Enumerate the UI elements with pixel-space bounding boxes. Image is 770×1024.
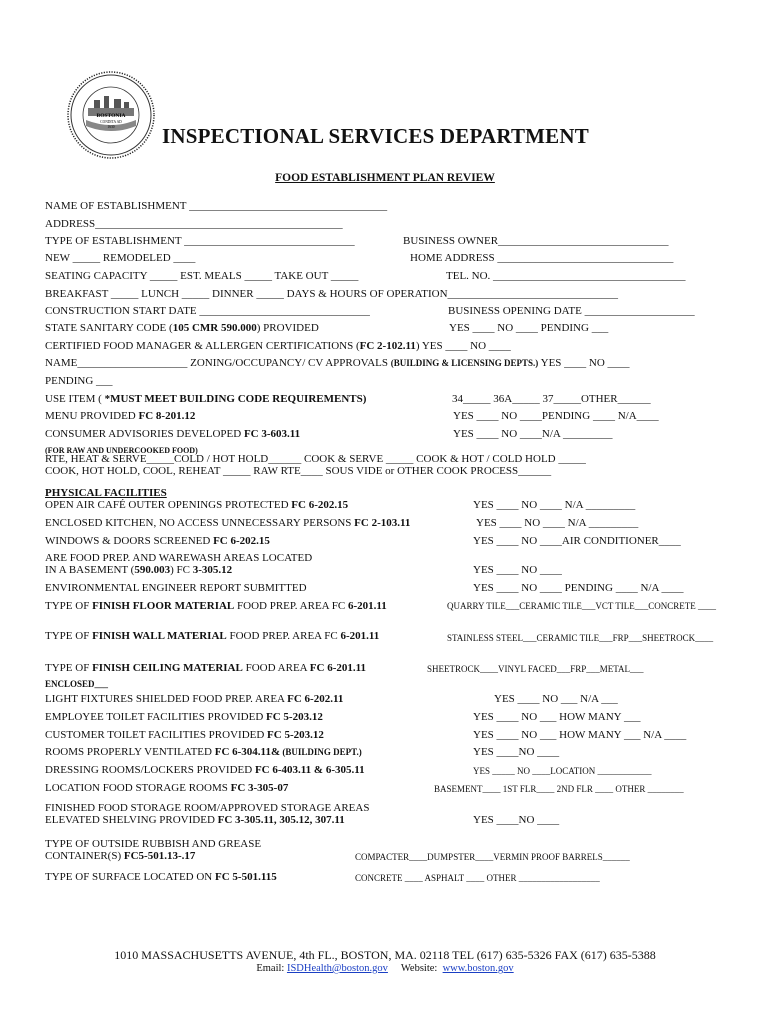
- employee-toilet-label: EMPLOYEE TOILET FACILITIES PROVIDED FC 5-203.12: [45, 711, 323, 723]
- zoning-approvals-line[interactable]: NAME____________________ ZONING/OCCUPANCY/ CV APPROVALS (BUILDING & LICENSING DEPTS.) YES ____ NO ____: [45, 357, 630, 369]
- basement-question-line-1: ARE FOOD PREP. AND WAREWASH AREAS LOCATED: [45, 552, 313, 564]
- consumer-advisories-label: CONSUMER ADVISORIES DEVELOPED FC 3-603.11: [45, 428, 301, 440]
- finish-wall-answer[interactable]: STAINLESS STEEL___CERAMIC TILE___FRP___SHEETROCK____: [447, 633, 714, 643]
- light-fixtures-label: LIGHT FIXTURES SHIELDED FOOD PREP. AREA FC 6-202.11: [45, 693, 344, 705]
- svg-text:1630: 1630: [107, 125, 115, 129]
- department-title: INSPECTIONAL SERVICES DEPARTMENT: [162, 124, 589, 148]
- name-of-establishment-field[interactable]: NAME OF ESTABLISHMENT ____________________________________: [45, 200, 388, 212]
- state-sanitary-code-label: STATE SANITARY CODE (105 CMR 590.000) PROVIDED: [45, 322, 319, 334]
- food-storage-location-label: LOCATION FOOD STORAGE ROOMS FC 3-305-07: [45, 782, 289, 794]
- surface-answer[interactable]: CONCRETE ____ ASPHALT ____ OTHER __________________: [355, 873, 600, 883]
- open-air-cafe-answer[interactable]: YES ____ NO ____ N/A _________: [473, 499, 636, 511]
- menu-provided-answer[interactable]: YES ____ NO ____PENDING ____ N/A____: [453, 410, 659, 422]
- ventilation-label: ROOMS PROPERLY VENTILATED FC 6-304.11& (BUILDING DEPT.): [45, 746, 362, 758]
- email-link[interactable]: ISDHealth@boston.gov: [286, 963, 388, 974]
- finish-ceiling-label: TYPE OF FINISH CEILING MATERIAL FOOD AREA FC 6-201.11: [45, 662, 367, 674]
- food-storage-location-answer[interactable]: BASEMENT____ 1ST FLR____ 2ND FLR ____ OTHER ________: [434, 784, 684, 794]
- rubbish-line-1: TYPE OF OUTSIDE RUBBISH AND GREASE: [45, 838, 262, 850]
- customer-toilet-answer[interactable]: YES ____ NO ___ HOW MANY ___ N/A ____: [473, 729, 687, 741]
- footer-contact: Email: ISDHealth@boston.gov Website: www.boston.gov: [256, 963, 514, 974]
- finish-wall-label: TYPE OF FINISH WALL MATERIAL FOOD PREP. AREA FC 6-201.11: [45, 630, 380, 642]
- finish-ceiling-answer[interactable]: SHEETROCK____VINYL FACED___FRP___METAL___: [427, 664, 644, 674]
- tel-no-field[interactable]: TEL. NO. ___________________________________: [446, 270, 686, 282]
- address-field[interactable]: ADDRESS_____________________________________________: [45, 218, 343, 230]
- basement-answer[interactable]: YES ____ NO ____: [473, 564, 562, 576]
- environmental-report-label: ENVIRONMENTAL ENGINEER REPORT SUBMITTED: [45, 582, 307, 594]
- enclosed-kitchen-label: ENCLOSED KITCHEN, NO ACCESS UNNECESSARY PERSONS FC 2-103.11: [45, 517, 411, 529]
- cooking-process-line-1[interactable]: RTE, HEAT & SERVE_____COLD / HOT HOLD______ COOK & SERVE _____ COOK & HOT / COLD HOLD _____: [45, 453, 586, 465]
- construction-start-date-field[interactable]: CONSTRUCTION START DATE _______________________________: [45, 305, 370, 317]
- finished-storage-answer[interactable]: YES ____NO ____: [473, 814, 560, 826]
- business-owner-field[interactable]: BUSINESS OWNER_______________________________: [403, 235, 669, 247]
- type-of-establishment-field[interactable]: TYPE OF ESTABLISHMENT _______________________________: [45, 235, 355, 247]
- use-item-label: USE ITEM ( *MUST MEET BUILDING CODE REQUIREMENTS): [45, 393, 367, 405]
- dressing-rooms-answer[interactable]: YES _____ NO ____LOCATION ____________: [473, 766, 652, 776]
- dressing-rooms-label: DRESSING ROOMS/LOCKERS PROVIDED FC 6-403.11 & 6-305.11: [45, 764, 365, 776]
- use-item-answer[interactable]: 34_____ 36A_____ 37_____OTHER______: [452, 393, 651, 405]
- seating-capacity-field[interactable]: SEATING CAPACITY _____ EST. MEALS _____ TAKE OUT _____: [45, 270, 359, 282]
- environmental-report-answer[interactable]: YES ____ NO ____ PENDING ____ N/A ____: [473, 582, 684, 594]
- customer-toilet-label: CUSTOMER TOILET FACILITIES PROVIDED FC 5-203.12: [45, 729, 324, 741]
- zoning-pending-field[interactable]: PENDING ___: [45, 375, 113, 387]
- business-opening-date-field[interactable]: BUSINESS OPENING DATE ____________________: [448, 305, 695, 317]
- windows-doors-answer[interactable]: YES ____ NO ____AIR CONDITIONER____: [473, 535, 681, 547]
- new-remodeled-field[interactable]: NEW _____ REMODELED ____: [45, 252, 196, 264]
- cooking-process-line-2[interactable]: COOK, HOT HOLD, COOL, REHEAT _____ RAW RTE____ SOUS VIDE or OTHER COOK PROCESS______: [45, 465, 552, 477]
- finished-storage-line-2: ELEVATED SHELVING PROVIDED FC 3-305.11, 305.12, 307.11: [45, 814, 345, 826]
- windows-doors-label: WINDOWS & DOORS SCREENED FC 6-202.15: [45, 535, 270, 547]
- physical-facilities-heading: PHYSICAL FACILITIES: [45, 487, 167, 499]
- rubbish-answer[interactable]: COMPACTER____DUMPSTER____VERMIN PROOF BARRELS______: [355, 852, 630, 862]
- home-address-field[interactable]: HOME ADDRESS ________________________________: [410, 252, 674, 264]
- light-fixtures-answer[interactable]: YES ____ NO ___ N/A ___: [494, 693, 618, 705]
- basement-question-line-2: IN A BASEMENT (590.003) FC 3-305.12: [45, 564, 233, 576]
- meals-hours-field[interactable]: BREAKFAST _____ LUNCH _____ DINNER _____ DAYS & HOURS OF OPERATION_______________________________: [45, 288, 619, 300]
- rubbish-line-2: CONTAINER(S) FC5-501.13-.17: [45, 850, 196, 862]
- footer-address: 1010 MASSACHUSETTS AVENUE, 4th FL., BOSTON, MA. 02118 TEL (617) 635-5326 FAX (617) 635-5388: [114, 948, 656, 962]
- finish-floor-answer[interactable]: QUARRY TILE___CERAMIC TILE___VCT TILE___CONCRETE ____: [447, 601, 716, 611]
- finished-storage-line-1: FINISHED FOOD STORAGE ROOM/APPROVED STORAGE AREAS: [45, 802, 370, 814]
- menu-provided-label: MENU PROVIDED FC 8-201.12: [45, 410, 196, 422]
- state-sanitary-code-answer[interactable]: YES ____ NO ____ PENDING ___: [449, 322, 609, 334]
- city-of-boston-seal: [66, 70, 156, 160]
- svg-text:CONDITA AD: CONDITA AD: [100, 120, 122, 124]
- ceiling-enclosed-field[interactable]: ENCLOSED___: [45, 679, 109, 689]
- svg-text:BOSTONIA: BOSTONIA: [96, 113, 126, 119]
- certified-food-manager-line[interactable]: CERTIFIED FOOD MANAGER & ALLERGEN CERTIFICATIONS (FC 2-102.11) YES ____ NO ____: [45, 340, 511, 352]
- ventilation-answer[interactable]: YES ____NO ____: [473, 746, 560, 758]
- open-air-cafe-label: OPEN AIR CAFÉ OUTER OPENINGS PROTECTED FC 6-202.15: [45, 499, 349, 511]
- enclosed-kitchen-answer[interactable]: YES ____ NO ____ N/A _________: [476, 517, 639, 529]
- consumer-advisories-answer[interactable]: YES ____ NO ____N/A _________: [453, 428, 613, 440]
- surface-label: TYPE OF SURFACE LOCATED ON FC 5-501.115: [45, 871, 277, 883]
- finish-floor-label: TYPE OF FINISH FLOOR MATERIAL FOOD PREP. AREA FC 6-201.11: [45, 600, 387, 612]
- form-subtitle: FOOD ESTABLISHMENT PLAN REVIEW: [275, 172, 495, 184]
- employee-toilet-answer[interactable]: YES ____ NO ___ HOW MANY ___: [473, 711, 641, 723]
- website-link[interactable]: www.boston.gov: [442, 963, 514, 974]
- raw-undercooked-note: (FOR RAW AND UNDERCOOKED FOOD): [45, 446, 198, 455]
